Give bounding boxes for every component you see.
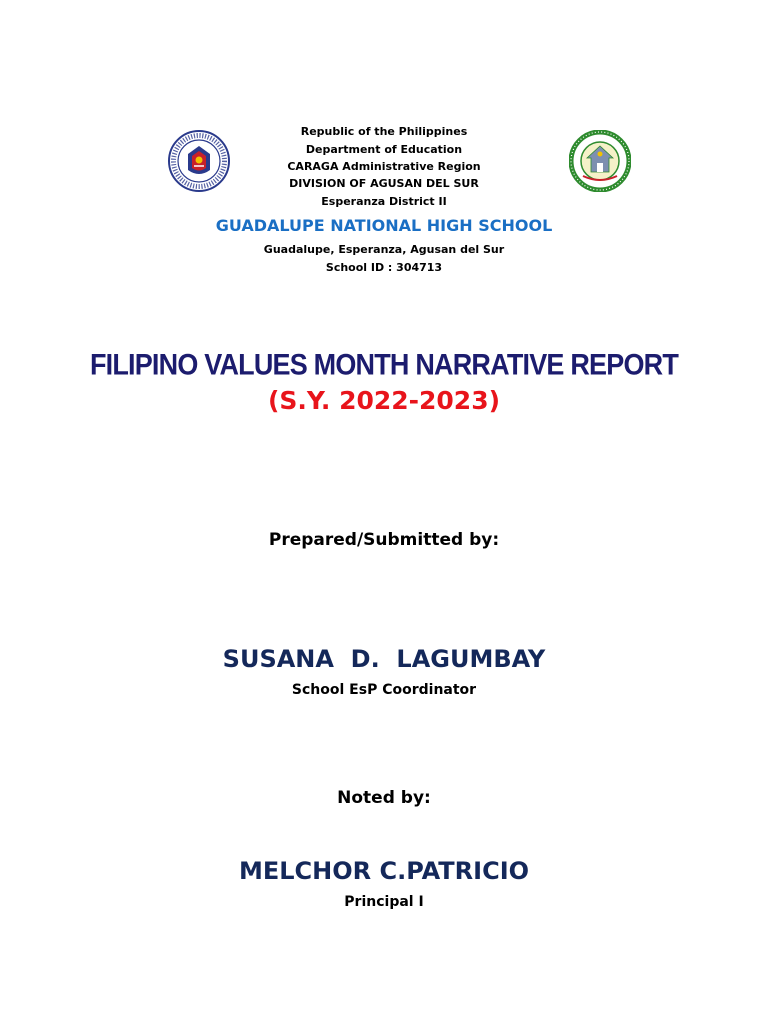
prepared-label: Prepared/Submitted by: xyxy=(268,530,500,550)
noted-label: Noted by: xyxy=(337,788,431,808)
header-republic: Republic of the Philippines xyxy=(300,125,468,138)
noted-position: Principal I xyxy=(344,894,424,910)
header-region: CARAGA Administrative Region xyxy=(287,160,481,173)
school-year: (S.Y. 2022-2023) xyxy=(267,386,501,415)
prepared-position: School EsP Coordinator xyxy=(291,682,477,698)
school-name: GUADALUPE NATIONAL HIGH SCHOOL xyxy=(215,216,553,235)
school-address: Guadalupe, Esperanza, Agusan del Sur xyxy=(263,243,505,256)
header-department: Department of Education xyxy=(305,143,463,156)
report-title: FILIPINO VALUES MONTH NARRATIVE REPORT xyxy=(89,348,679,382)
noted-name: MELCHOR C.PATRICIO xyxy=(238,857,530,885)
school-id: School ID : 304713 xyxy=(325,261,443,274)
header-district: Esperanza District II xyxy=(321,195,447,208)
prepared-name: SUSANA D. LAGUMBAY xyxy=(222,645,546,673)
header-division: DIVISION OF AGUSAN DEL SUR xyxy=(289,177,479,190)
